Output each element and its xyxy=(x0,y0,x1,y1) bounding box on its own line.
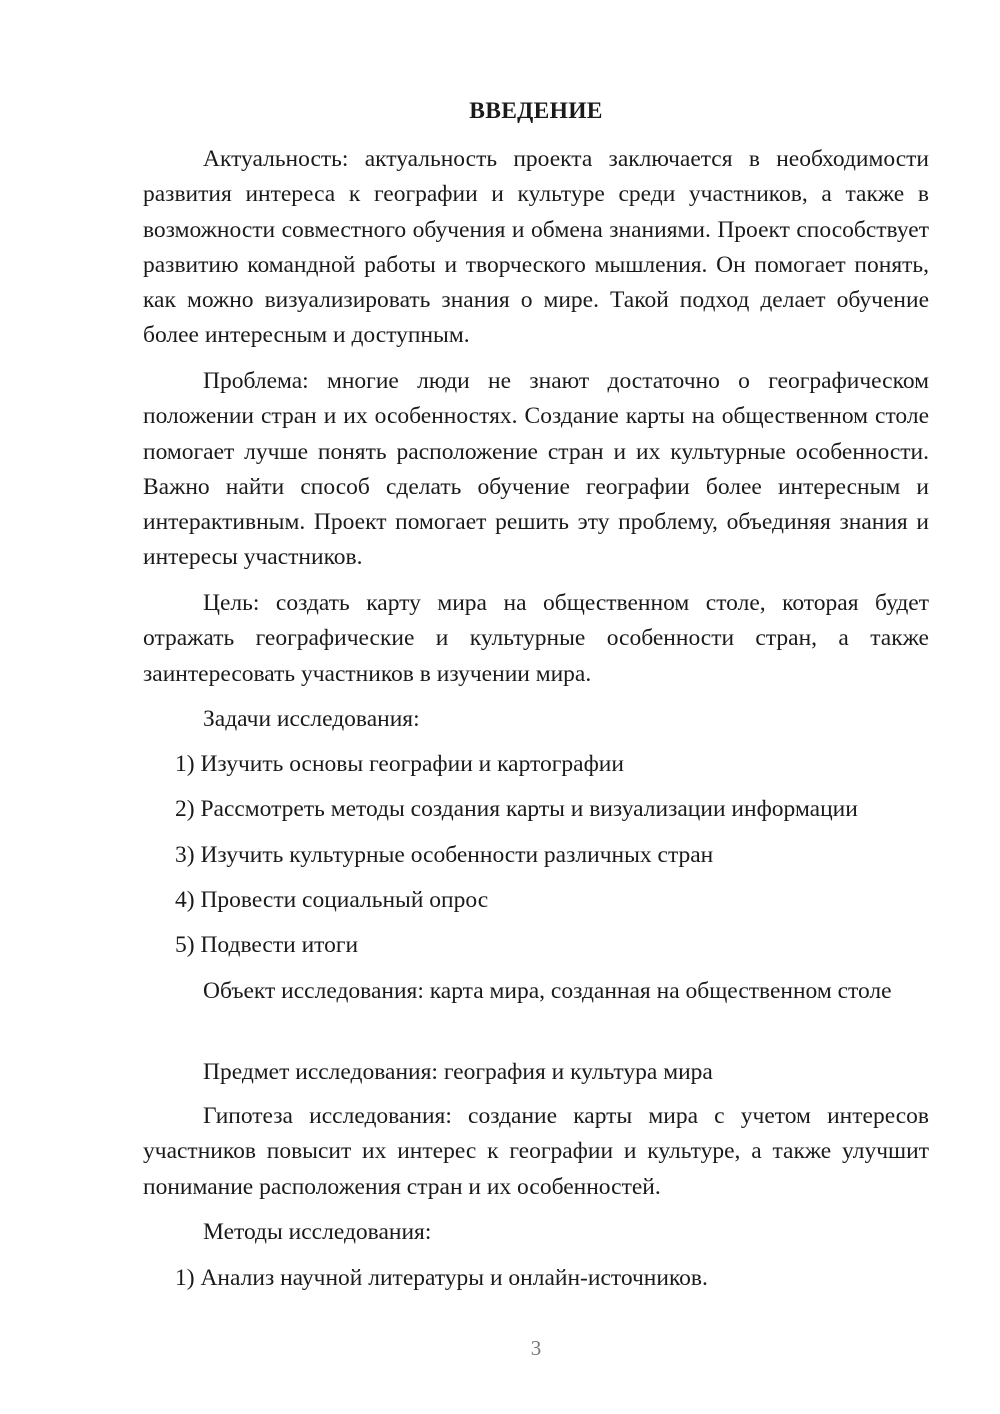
goal-paragraph: Цель: создать карту мира на общественном столе, которая будет отражать географические и культурные особенности стран, а также заинтересовать участников в изучении мира. xyxy=(143,590,929,687)
document-page xyxy=(143,0,929,1414)
task-item-5: 5) Подвести итоги xyxy=(175,932,359,958)
tasks-heading: Задачи исследования: xyxy=(203,706,420,732)
problem-paragraph: Проблема: многие люди не знают достаточно о географическом положении стран и их особенностях. Создание карты на общественном столе помогает лучше понять расположение стран и их культурные особенности. Важно найти способ сделать обучение географии более интересным и интерактивным. Проект помогает решить эту проблему, объединяя знания и интересы участников. xyxy=(143,368,929,571)
task-item-1: 1) Изучить основы географии и картографии xyxy=(175,751,624,777)
task-item-4: 4) Провести социальный опрос xyxy=(175,887,489,913)
hypothesis-paragraph: Гипотеза исследования: создание карты мира с учетом интересов участников повысит их интерес к географии и культуре, а также улучшит понимание расположения стран и их особенностей. xyxy=(143,1103,929,1200)
task-item-3: 3) Изучить культурные особенности различных стран xyxy=(175,842,714,868)
methods-heading: Методы исследования: xyxy=(203,1219,432,1245)
relevance-paragraph: Актуальность: актуальность проекта заключается в необходимости развития интереса к географии и культуре среди участников, а также в возможности совместного обучения и обмена знаниями. Проект способствует развитию командной работы и творческого мышления. Он помогает понять, как можно визуализировать знания о мире. Такой подход делает обучение более интересным и доступным. xyxy=(143,146,929,349)
task-item-2: 2) Рассмотреть методы создания карты и визуализации информации xyxy=(175,796,858,822)
object-paragraph: Объект исследования: карта мира, созданная на общественном столе xyxy=(203,978,892,1004)
page-title: ВВЕДЕНИЕ xyxy=(469,98,603,124)
subject-paragraph: Предмет исследования: география и культура мира xyxy=(203,1059,713,1085)
method-item-1: 1) Анализ научной литературы и онлайн-источников. xyxy=(175,1265,708,1291)
page-number: 3 xyxy=(530,1336,542,1360)
